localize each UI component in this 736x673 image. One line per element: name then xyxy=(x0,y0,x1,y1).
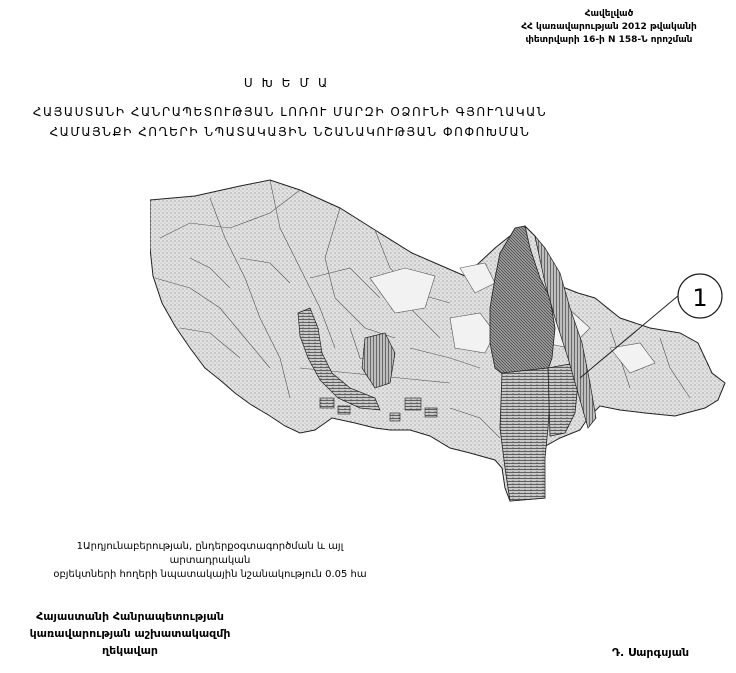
approval-line-2: ՀՀ կառավարության 2012 թվականի xyxy=(521,22,697,32)
signature-line-2: կառավարության աշխատակազմի xyxy=(29,627,231,640)
map-drawing xyxy=(150,168,735,508)
signature-line-3: ղեկավար xyxy=(102,644,158,657)
approval-line-1: Հավելված xyxy=(584,9,634,19)
scheme-heading: ՍԽԵՄԱ xyxy=(243,76,337,90)
document-title-line-1: ՀԱՅԱՍՏԱՆԻ ՀԱՆՐԱՊԵՏՈՒԹՅԱՆ ԼՈՌՈՒ ՄԱՐԶԻ ՕՁՈՒՆԻ ԳՅՈՒՂԱԿԱՆ xyxy=(32,105,548,119)
marker-label: 1 xyxy=(692,284,708,312)
document-title xyxy=(0,102,580,142)
approval-line-3: փետրվարի 16-ի N 158-Ն որոշման xyxy=(525,35,693,45)
legend-line-2: օբյեկտների հողերի նպատակային նշանակություն 0.05 հա xyxy=(53,569,367,580)
document-title-line-2: ՀԱՄԱՅՆՔԻ ՀՈՂԵՐԻ ՆՊԱՏԱԿԱՅԻՆ ՆՇԱՆԱԿՈՒԹՅԱՆ ՓՈՓՈԽՄԱՆ xyxy=(49,125,531,139)
southern-fields xyxy=(500,368,550,501)
approval-note xyxy=(494,8,724,47)
community-boundary xyxy=(150,180,725,501)
signature-block xyxy=(10,608,250,659)
signer-name: Դ. Սարգսյան xyxy=(612,646,690,659)
legend-line-1: 1Արդյունաբերության, ընդերքօգտագործման և այլ արտադրական xyxy=(76,541,344,566)
signature-line-1: Հայաստանի Հանրապետության xyxy=(36,610,224,623)
community-map xyxy=(150,168,735,508)
map-legend xyxy=(40,540,380,582)
